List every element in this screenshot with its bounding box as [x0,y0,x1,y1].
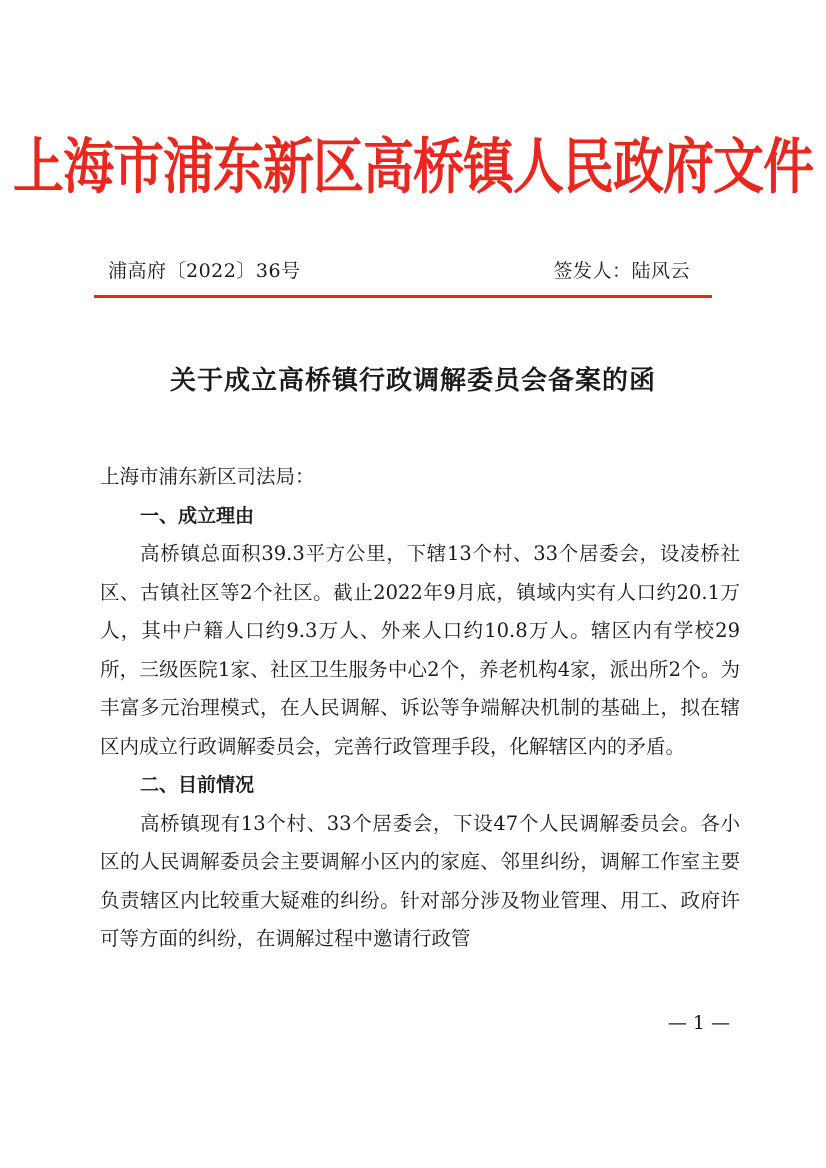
section-heading-2: 二、目前情况 [140,774,255,796]
section-heading-1: 一、成立理由 [140,504,255,527]
document-title: 关于成立高桥镇行政调解委员会备案的函 [169,366,656,396]
salutation: 上海市浦东新区司法局： [100,465,315,488]
document-number: 浦高府〔2022〕36号 [108,260,301,282]
section-paragraph-2: 高桥镇现有13个村、33个居委会，下设47个人民调解委员会。各小区的人民调解委员会主要调解小区内的家庭、邻里纠纷，调解工作室主要负责辖区内比较重大疑难的纠纷。针对部分涉及物业管理、用工、政府许可等方面的纠纷，在调解过程中邀请行政管 [100,811,740,950]
section-paragraph-1: 高桥镇总面积39.3平方公里，下辖13个村、33个居委会，设凌桥社区、古镇社区等2个社区。截止2022年9月底，镇域内实有人口约20.1万人，其中户籍人口约9.3万人、外来人口约10.8万人。辖区内有学校29所，三级医院1家、社区卫生服务中心2个，养老机构4家，派出所2个。为丰富多元治理模式，在人民调解、诉讼等争端解决机制的基础上，拟在辖区内成立行政调解委员会，完善行政管理手段，化解辖区内的矛盾。 [100,542,740,758]
document-body [100,458,740,959]
page-number: — 1 — [667,1012,730,1034]
signer: 签发人：陆风云 [553,260,690,282]
red-divider-rule [94,295,712,298]
document-header-title: 上海市浦东新区高桥镇人民政府文件 [12,132,813,203]
